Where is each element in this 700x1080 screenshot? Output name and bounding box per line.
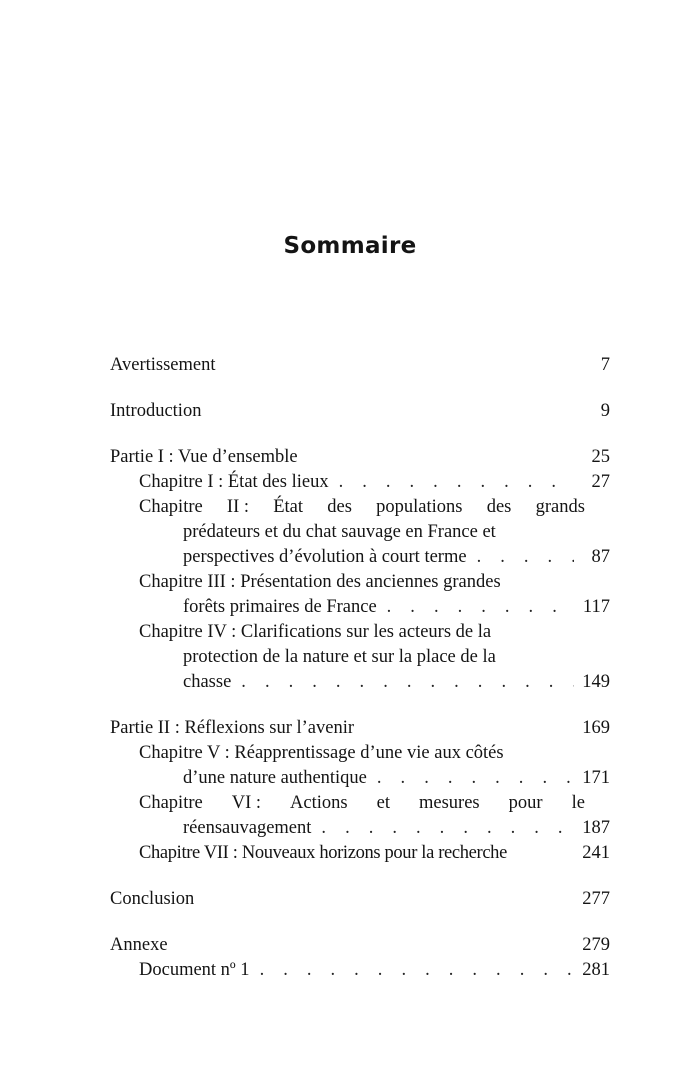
toc-entry-partie-2[interactable] — [110, 716, 610, 741]
toc-entry-document-1[interactable] — [110, 958, 610, 983]
page-title: Sommaire — [283, 233, 417, 259]
toc-entry-page: 187 — [582, 818, 610, 838]
toc-entry-page: 9 — [600, 401, 610, 421]
toc-entry-label-line-2: protection de la nature et sur la place de la — [183, 647, 496, 667]
dot-leader — [477, 545, 574, 570]
toc-entry-chapitre-5[interactable] — [110, 741, 610, 791]
toc-entry-page: 25 — [591, 447, 610, 467]
toc-entry-label-line-3: chasse . . . 149 — [110, 670, 610, 695]
toc-group-avertissement — [110, 353, 610, 378]
toc-entry-page: 169 — [582, 718, 610, 738]
toc-entry-page: 279 — [582, 935, 610, 955]
toc-entry-page: 171 — [582, 768, 610, 788]
toc-entry-page: 7 — [600, 355, 610, 375]
dot-leader — [260, 958, 574, 983]
toc-entry-label: Partie II : Réflexions sur l’avenir — [110, 718, 355, 738]
toc-entry-label-line-1: Chapitre IV : Clarifications sur les acteurs de la — [139, 622, 492, 642]
toc-entry-label: Partie I : Vue d’ensemble — [110, 447, 298, 467]
dot-leader — [387, 595, 574, 620]
toc-entry-chapitre-4[interactable] — [110, 620, 610, 695]
toc-entry-label-line-1: Chapitre V : Réapprentissage d’une vie aux côtés — [139, 743, 504, 763]
toc-entry-label-line-1: Chapitre III : Présentation des anciennes grandes — [139, 572, 501, 592]
toc-entry-label-line-2: forêts primaires de France . . . 117 — [110, 595, 610, 620]
dot-leader — [241, 670, 574, 695]
toc-entry-introduction[interactable] — [110, 399, 610, 424]
toc-entry-label-line-3: perspectives d’évolution à court terme . . . 87 — [110, 545, 610, 570]
toc-entry-chapitre-3[interactable] — [110, 570, 610, 620]
toc-group-partie-2 — [110, 716, 610, 866]
toc-entry-page: 149 — [582, 672, 610, 692]
toc-group-conclusion — [110, 887, 610, 912]
toc-entry-label: Chapitre I : État des lieux — [139, 472, 329, 492]
toc-entry-partie-1[interactable] — [110, 445, 610, 470]
toc-entry-label-line-1: Chapitre II : État des populations des grands — [139, 497, 585, 517]
toc-entry-label: Conclusion — [110, 889, 195, 909]
toc-entry-label: Annexe — [110, 935, 168, 955]
toc-group-annexe — [110, 933, 610, 983]
toc-entry-page: 27 — [591, 472, 610, 492]
toc-entry-page: 241 — [582, 843, 610, 863]
toc-entry-label-line-2: réensauvagement . . . 187 — [110, 816, 610, 841]
toc-entry-page: 281 — [582, 960, 610, 980]
toc-entry-chapitre-1[interactable] — [110, 470, 610, 495]
toc-entry-label: Chapitre VII : Nouveaux horizons pour la recherche — [139, 843, 507, 863]
dot-leader — [377, 766, 574, 791]
dot-leader — [321, 816, 574, 841]
toc-entry-chapitre-2[interactable] — [110, 495, 610, 570]
toc-entry-label: Document nº 1 — [139, 960, 250, 980]
toc-group-introduction — [110, 399, 610, 424]
toc-entry-label-line-1: Chapitre VI : Actions et mesures pour le — [139, 793, 585, 813]
toc-entry-label: Introduction — [110, 401, 202, 421]
toc-entry-label-line-2: d’une nature authentique . . . 171 — [110, 766, 610, 791]
toc-entry-page: 277 — [582, 889, 610, 909]
toc-entry-annexe[interactable] — [110, 933, 610, 958]
toc-group-partie-1 — [110, 445, 610, 695]
toc-entry-label-line-2: prédateurs et du chat sauvage en France et — [183, 522, 496, 542]
table-of-contents — [110, 353, 610, 983]
dot-leader — [339, 470, 574, 495]
toc-entry-chapitre-6[interactable] — [110, 791, 610, 841]
toc-entry-page: 87 — [591, 547, 610, 567]
toc-entry-chapitre-7[interactable] — [110, 841, 610, 866]
toc-entry-page: 117 — [582, 597, 610, 617]
toc-entry-label: Avertissement — [110, 355, 216, 375]
toc-entry-conclusion[interactable] — [110, 887, 610, 912]
toc-entry-avertissement[interactable] — [110, 353, 610, 378]
